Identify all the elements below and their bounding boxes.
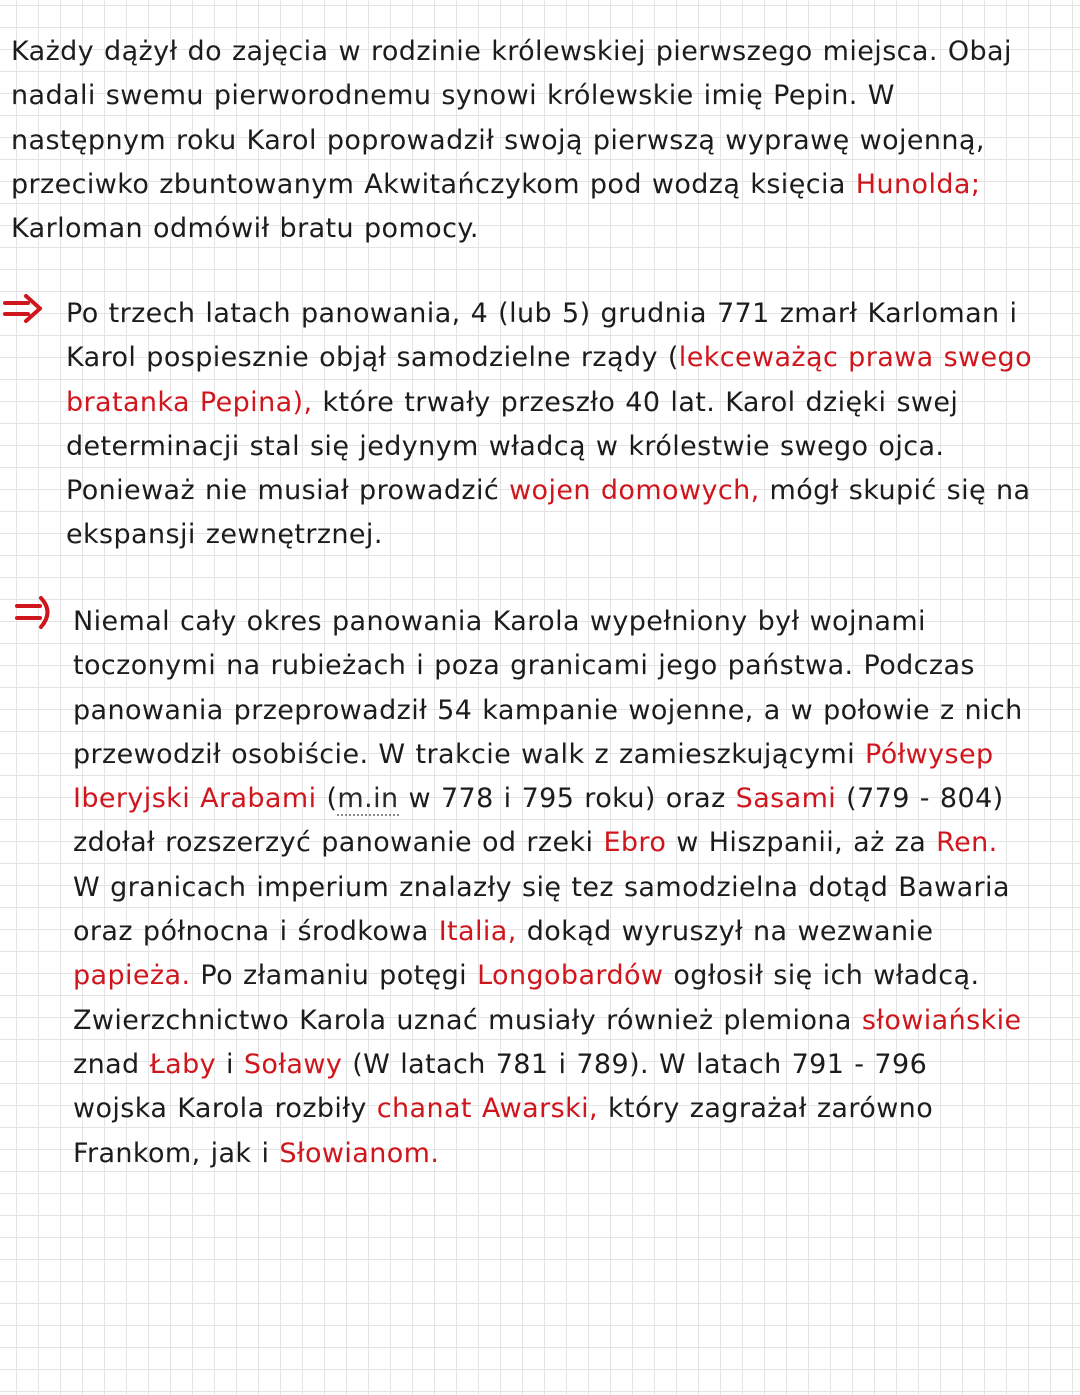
text-segment: przeciwko zbuntowanym Akwitańczykom pod wodzą księcia <box>11 168 856 200</box>
text-line <box>11 163 1071 207</box>
text-line <box>73 644 1068 688</box>
double-arrow-icon <box>14 596 62 632</box>
text-line <box>66 336 1066 380</box>
text-line <box>11 119 1071 163</box>
abbreviation: m.in <box>337 783 399 815</box>
paragraph-3 <box>73 600 1068 1176</box>
text-segment: Niemal cały okres panowania Karola wypełniony był wojnami <box>73 606 926 637</box>
highlighted-term: Hunolda; <box>855 168 981 200</box>
text-segment: W granicach imperium znalazły się tez samodzielna dotąd Bawaria <box>73 871 1010 903</box>
text-segment: (W latach 781 i 789). W latach 791 - 796 <box>342 1048 928 1080</box>
text-segment: determinacji stal się jedynym władcą w królestwie swego ojca. <box>66 430 945 462</box>
text-segment: panowania przeprowadził 54 kampanie wojenne, a w połowie z nich <box>73 694 1023 726</box>
text-segment: Frankom, jak i <box>73 1137 280 1169</box>
text-segment: zdołał rozszerzyć panowanie od rzeki <box>73 827 604 859</box>
text-segment: następnym roku Karol poprowadził swoją pierwszą wyprawę wojenną, <box>11 124 985 156</box>
text-segment: Po złamaniu potęgi <box>190 960 478 992</box>
text-segment: ( <box>316 783 338 815</box>
text-segment: przewodził osobiście. W trakcie walk z zamieszkującymi <box>73 738 865 770</box>
text-line <box>73 1132 1068 1176</box>
highlighted-term: Iberyjski Arabami <box>73 783 317 815</box>
text-segment: wojska Karola rozbiły <box>73 1093 377 1125</box>
text-segment: nadali swemu pierworodnemu synowi królewskie imię Pepin. W <box>11 80 895 112</box>
highlighted-term: papieża. <box>73 960 191 992</box>
text-segment: które trwały przeszło 40 lat. Karol dzięki swej <box>312 386 959 418</box>
highlighted-term: Ebro <box>603 827 667 859</box>
text-segment: ekspansji zewnętrznej. <box>66 519 383 551</box>
text-line <box>11 207 1071 251</box>
text-segment: Zwierzchnictwo Karola uznać musiały również plemiona <box>73 1004 862 1036</box>
text-line <box>66 381 1066 425</box>
text-line <box>66 469 1066 513</box>
highlighted-term: Słowianom. <box>279 1137 440 1169</box>
text-line <box>73 866 1068 910</box>
text-line <box>11 30 1071 74</box>
highlighted-term: słowiańskie <box>861 1004 1022 1036</box>
text-segment: w 778 i 795 roku) oraz <box>398 783 736 815</box>
paragraph-1 <box>11 30 1071 251</box>
text-line <box>73 600 1068 644</box>
text-line <box>11 74 1071 118</box>
text-line <box>73 733 1068 777</box>
text-segment: ogłosił się ich władcą. <box>663 960 980 992</box>
text-line <box>73 777 1068 821</box>
text-segment: oraz północna i środkowa <box>73 916 439 948</box>
text-line <box>73 910 1068 954</box>
text-line <box>73 954 1068 998</box>
highlighted-term: wojen domowych, <box>509 475 760 507</box>
text-line <box>66 513 1066 557</box>
paragraph-2 <box>66 292 1066 558</box>
highlighted-term: Łaby <box>149 1048 216 1080</box>
highlighted-term: Półwysep <box>864 738 994 770</box>
text-segment: który zagrażał zarówno <box>598 1093 934 1125</box>
highlighted-term: Longobardów <box>477 960 664 992</box>
text-line <box>73 999 1068 1043</box>
text-line <box>73 689 1068 733</box>
text-line <box>73 1043 1068 1087</box>
highlighted-term: Ren. <box>936 827 998 859</box>
text-segment: mógł skupić się na <box>759 475 1031 507</box>
highlighted-term: chanat Awarski, <box>376 1093 598 1125</box>
text-segment: Każdy dążył do zajęcia w rodzinie królewskiej pierwszego miejsca. Obaj <box>11 36 1012 67</box>
text-segment: Karloman odmówił bratu pomocy. <box>11 213 479 245</box>
highlighted-term: Soławy <box>243 1048 343 1080</box>
text-segment: (779 - 804) <box>836 783 1004 815</box>
highlighted-term: lekceważąc prawa swego <box>678 342 1032 374</box>
text-segment: i <box>216 1048 244 1080</box>
text-segment: Po trzech latach panowania, 4 (lub 5) grudnia 771 zmarł Karloman i <box>66 298 1018 329</box>
highlighted-term: bratanka Pepina), <box>66 386 313 418</box>
text-segment: dokąd wyruszył na wezwanie <box>516 916 934 948</box>
text-segment: toczonymi na rubieżach i poza granicami jego państwa. Podczas <box>73 650 975 682</box>
highlighted-term: Sasami <box>735 783 837 815</box>
double-arrow-icon <box>2 292 50 328</box>
text-segment: Karol pospiesznie objął samodzielne rządy ( <box>66 342 679 374</box>
text-segment: w Hiszpanii, aż za <box>666 827 937 859</box>
text-segment: znad <box>73 1048 150 1080</box>
text-segment: Ponieważ nie musiał prowadzić <box>66 475 510 507</box>
text-line <box>73 821 1068 865</box>
highlighted-term: Italia, <box>438 916 517 948</box>
text-line <box>73 1087 1068 1131</box>
text-line <box>66 292 1066 336</box>
text-line <box>66 425 1066 469</box>
